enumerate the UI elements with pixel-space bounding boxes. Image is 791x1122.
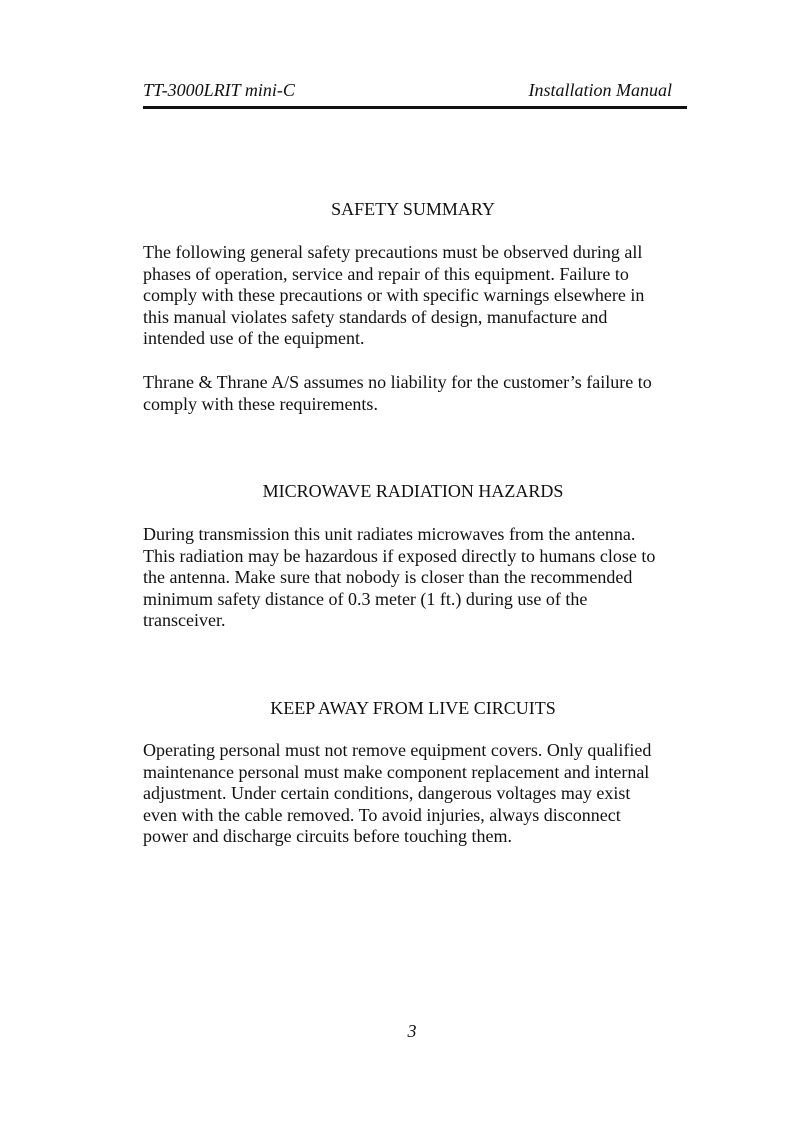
text-line: comply with these requirements. [143,393,378,414]
text-line: This radiation may be hazardous if exposed directly to humans close to [143,545,656,566]
text-line: the antenna. Make sure that nobody is closer than the recommended [143,567,633,587]
text-line: even with the cable removed. To avoid injuries, always disconnect [143,804,621,825]
text-line: intended use of the equipment. [143,328,365,348]
header-document-title: Installation Manual [528,80,672,100]
text-line: phases of operation, service and repair of this equipment. Failure to [143,263,629,284]
paragraph-safety-precautions [143,242,688,350]
text-line: transceiver. [143,610,226,630]
text-line: this manual violates safety standards of design, manufacture and [143,306,608,327]
paragraph-liability [143,372,688,415]
text-line: Thrane & Thrane A/S assumes no liability for the customer’s failure to [143,372,652,392]
text-line: maintenance personal must make component replacement and internal [143,761,650,782]
paragraph-microwave-radiation [143,524,688,632]
text-line: power and discharge circuits before touching them. [143,826,513,846]
page-number: 3 [407,1021,417,1041]
section-heading-live-circuits: KEEP AWAY FROM LIVE CIRCUITS [270,698,556,718]
text-line: minimum safety distance of 0.3 meter (1 ft.) during use of the [143,588,588,609]
text-line: adjustment. Under certain conditions, dangerous voltages may exist [143,783,631,803]
text-line: During transmission this unit radiates microwaves from the antenna. [143,524,636,544]
text-line: Operating personal must not remove equipment covers. Only qualified [143,740,652,760]
paragraph-live-circuits [143,740,688,848]
text-line: comply with these precautions or with specific warnings elsewhere in [143,285,645,305]
header-product-name: TT-3000LRIT mini-C [143,80,295,100]
running-header [143,80,687,109]
section-heading-safety-summary: SAFETY SUMMARY [331,199,495,219]
section-heading-microwave-radiation: MICROWAVE RADIATION HAZARDS [262,481,564,501]
text-line: The following general safety precautions must be observed during all [143,242,643,262]
